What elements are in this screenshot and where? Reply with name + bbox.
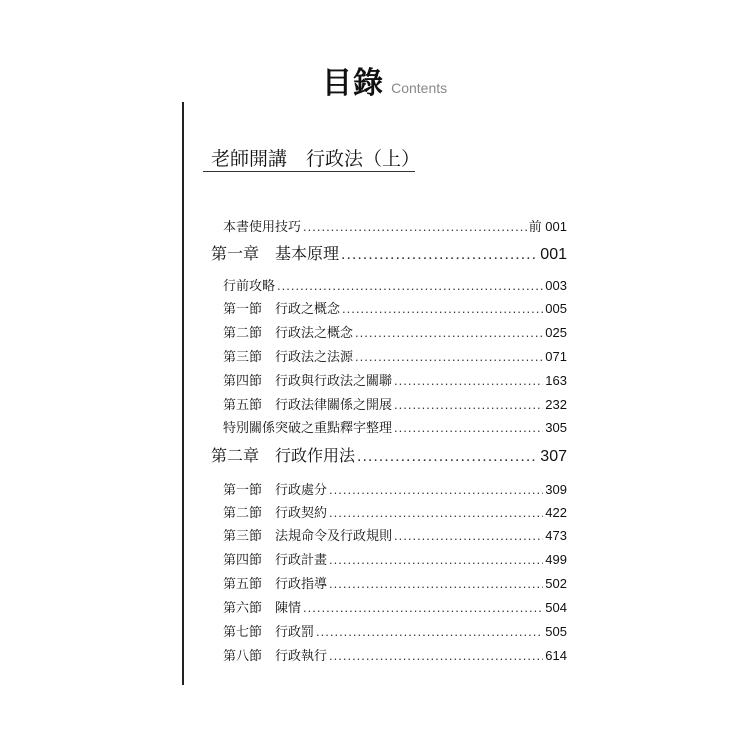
- toc-entry-page: 505: [545, 624, 567, 639]
- dot-leader: [394, 420, 543, 435]
- toc-entry-page: 309: [545, 482, 567, 497]
- title-main: 目錄: [322, 66, 384, 101]
- toc-entry-label: 第六節 陳情: [223, 601, 302, 616]
- dot-leader: [355, 349, 543, 364]
- toc-entry-label: 第五節 行政法律關係之開展: [223, 398, 393, 413]
- toc-entry-page: 499: [545, 552, 567, 567]
- toc-entry: [223, 370, 567, 389]
- dot-leader: [394, 397, 543, 412]
- toc-entry-label: 第八節 行政執行: [223, 649, 328, 664]
- toc-chapter-1: [211, 241, 567, 264]
- toc-entry: [223, 346, 567, 365]
- toc-entry-label: 第二節 行政法之概念: [223, 326, 354, 341]
- toc-entry: [223, 502, 567, 521]
- toc-entry-label: 第一節 行政處分: [223, 483, 328, 498]
- toc-entry-label: 第三節 行政法之法源: [223, 350, 354, 365]
- toc-entry-label: 本書使用技巧: [223, 220, 302, 235]
- toc-chapter-label: 第二章 行政作用法: [211, 446, 356, 465]
- book-title: 老師開講 行政法（上）: [211, 148, 421, 170]
- toc-entry: [223, 549, 567, 568]
- toc-entry-label: 第七節 行政罰: [223, 625, 315, 640]
- dot-leader: [316, 624, 543, 639]
- toc-entry: [223, 573, 567, 592]
- toc-entry: [223, 645, 567, 664]
- toc-entry: [223, 322, 567, 341]
- toc-entry: [223, 621, 567, 640]
- toc-entry-label: 第三節 法規命令及行政規則: [223, 529, 393, 544]
- toc-entry-page: 422: [545, 505, 567, 520]
- toc-entry-label: 第四節 行政與行政法之關聯: [223, 374, 393, 389]
- toc-entry-page: 003: [545, 278, 567, 293]
- vertical-rule: [182, 102, 184, 685]
- toc-chapter-page: 001: [540, 246, 567, 263]
- toc-entry-page: 504: [545, 600, 567, 615]
- dot-leader: [357, 448, 538, 466]
- dot-leader: [341, 246, 538, 264]
- dot-leader: [329, 552, 543, 567]
- toc-entry-page: 025: [545, 325, 567, 340]
- dot-leader: [394, 528, 543, 543]
- toc-chapter-2: [211, 443, 567, 466]
- toc-entry-page: 前 001: [528, 219, 567, 234]
- toc-entry-intro: [223, 216, 567, 235]
- dot-leader: [329, 505, 543, 520]
- dot-leader: [329, 482, 543, 497]
- toc-entry-label: 第四節 行政計畫: [223, 553, 328, 568]
- toc-entry: [223, 298, 567, 317]
- toc-entry-page: 232: [545, 397, 567, 412]
- page-title: [322, 58, 447, 102]
- toc-entry-page: 614: [545, 648, 567, 663]
- toc-entry: [223, 275, 567, 294]
- toc-entry-label: 第二節 行政契約: [223, 506, 328, 521]
- toc-entry: [223, 525, 567, 544]
- toc-entry-label: 第五節 行政指導: [223, 577, 328, 592]
- toc-entry: [223, 479, 567, 498]
- dot-leader: [342, 301, 543, 316]
- book-title-underline: [203, 171, 415, 172]
- dot-leader: [329, 576, 543, 591]
- dot-leader: [355, 325, 543, 340]
- toc-entry-label: 第一節 行政之概念: [223, 302, 341, 317]
- toc-entry-label: 特別關係突破之重點釋字整理: [223, 421, 393, 436]
- dot-leader: [329, 648, 543, 663]
- toc-entry: [223, 394, 567, 413]
- dot-leader: [303, 219, 527, 234]
- toc-entry-page: 163: [545, 373, 567, 388]
- toc-entry: [223, 417, 567, 436]
- title-subtitle: Contents: [391, 80, 448, 96]
- dot-leader: [303, 600, 543, 615]
- toc-entry-page: 071: [545, 349, 567, 364]
- toc-chapter-label: 第一章 基本原理: [211, 244, 340, 263]
- toc-entry-page: 005: [545, 301, 567, 316]
- dot-leader: [394, 373, 543, 388]
- toc-entry: [223, 597, 567, 616]
- toc-entry-page: 502: [545, 576, 567, 591]
- toc-chapter-page: 307: [540, 448, 567, 465]
- toc-entry-page: 305: [545, 420, 567, 435]
- toc-entry-page: 473: [545, 528, 567, 543]
- dot-leader: [277, 278, 543, 293]
- toc-entry-label: 行前攻略: [223, 279, 276, 294]
